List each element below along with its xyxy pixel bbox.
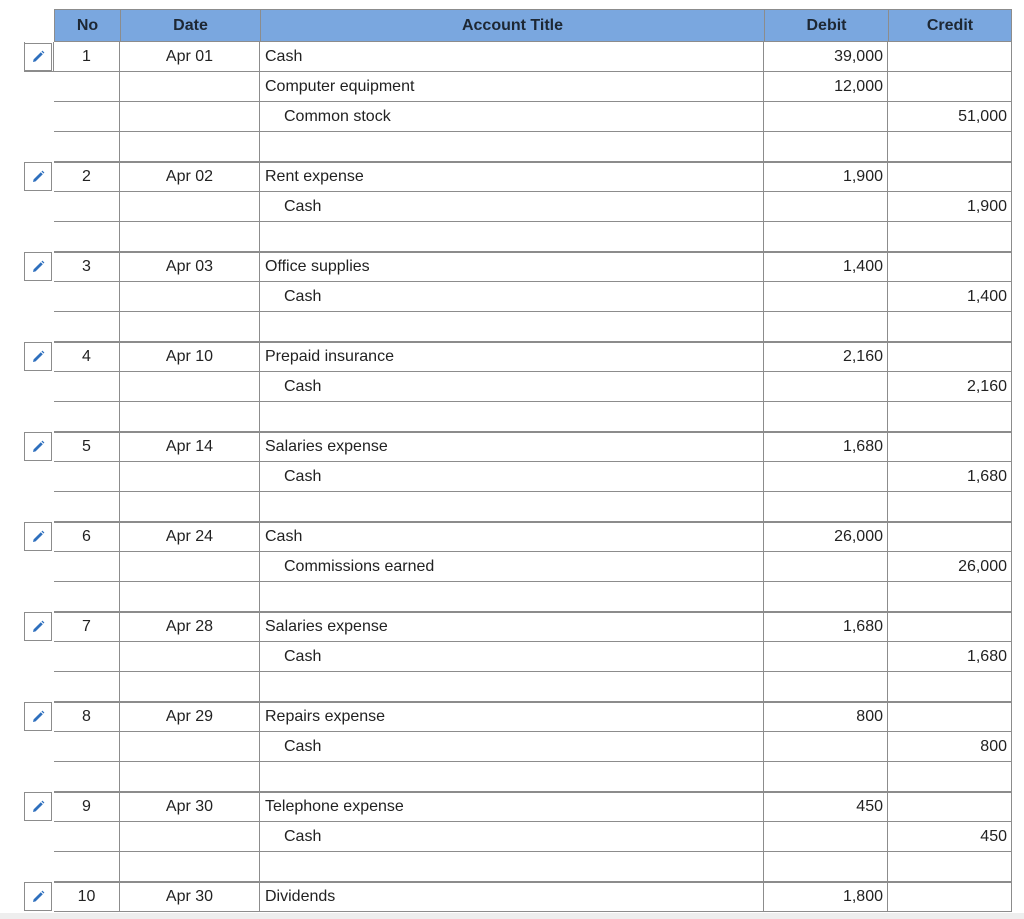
account-title-cell[interactable]: Cash: [260, 642, 764, 672]
account-title-cell[interactable]: Commissions earned: [260, 552, 764, 582]
account-title-cell[interactable]: Cash: [260, 462, 764, 492]
entry-number: 9: [54, 792, 120, 822]
table-row: [0, 582, 1024, 612]
debit-cell[interactable]: [764, 732, 888, 762]
credit-cell[interactable]: [888, 222, 1012, 252]
table-row: [0, 132, 1024, 162]
account-title-cell[interactable]: [260, 852, 764, 882]
table-row: [0, 552, 1024, 582]
entry-date: [120, 132, 260, 162]
debit-cell[interactable]: [764, 822, 888, 852]
entry-number: [54, 822, 120, 852]
credit-cell[interactable]: [888, 852, 1012, 882]
debit-cell[interactable]: 26,000: [764, 522, 888, 552]
table-row: [0, 192, 1024, 222]
edit-entry-button[interactable]: [24, 162, 52, 191]
credit-cell[interactable]: 1,400: [888, 282, 1012, 312]
account-title-cell[interactable]: [260, 762, 764, 792]
entry-date: Apr 02: [120, 162, 260, 192]
credit-cell[interactable]: [888, 762, 1012, 792]
credit-cell[interactable]: [888, 432, 1012, 462]
entry-date: [120, 672, 260, 702]
account-title-cell[interactable]: Office supplies: [260, 252, 764, 282]
debit-cell[interactable]: [764, 642, 888, 672]
table-row: [0, 462, 1024, 492]
entry-date: Apr 01: [120, 42, 260, 72]
entry-number: [54, 72, 120, 102]
entry-date: [120, 852, 260, 882]
debit-cell[interactable]: 1,400: [764, 252, 888, 282]
debit-cell[interactable]: [764, 102, 888, 132]
account-title-cell[interactable]: [260, 312, 764, 342]
table-row: [0, 102, 1024, 132]
table-row: [0, 702, 1024, 732]
account-title-cell[interactable]: Cash: [260, 822, 764, 852]
edit-entry-button[interactable]: [24, 522, 52, 551]
debit-cell[interactable]: [764, 492, 888, 522]
credit-cell[interactable]: 26,000: [888, 552, 1012, 582]
account-title-cell[interactable]: Dividends: [260, 882, 764, 912]
entry-date: Apr 30: [120, 882, 260, 912]
entry-date: [120, 732, 260, 762]
table-row: [0, 342, 1024, 372]
entry-number: [54, 642, 120, 672]
debit-cell[interactable]: [764, 552, 888, 582]
debit-cell[interactable]: 39,000: [764, 42, 888, 72]
entry-number: 10: [54, 882, 120, 912]
debit-cell[interactable]: 1,900: [764, 162, 888, 192]
credit-cell[interactable]: [888, 792, 1012, 822]
debit-cell[interactable]: [764, 672, 888, 702]
debit-cell[interactable]: [764, 852, 888, 882]
entry-number: [54, 732, 120, 762]
debit-cell[interactable]: 2,160: [764, 342, 888, 372]
header-no: No: [54, 9, 121, 42]
account-title-cell[interactable]: [260, 492, 764, 522]
credit-cell[interactable]: [888, 612, 1012, 642]
account-title-cell[interactable]: Computer equipment: [260, 72, 764, 102]
table-row: [0, 732, 1024, 762]
entry-number: [54, 372, 120, 402]
account-title-cell[interactable]: [260, 672, 764, 702]
entry-date: [120, 192, 260, 222]
entry-number: 2: [54, 162, 120, 192]
credit-cell[interactable]: [888, 492, 1012, 522]
table-row: [0, 882, 1024, 912]
entry-number: [54, 762, 120, 792]
credit-cell[interactable]: 1,680: [888, 462, 1012, 492]
table-row: [0, 492, 1024, 522]
account-title-cell[interactable]: Repairs expense: [260, 702, 764, 732]
table-row: [0, 852, 1024, 882]
edit-entry-button[interactable]: [24, 792, 52, 821]
entry-date: [120, 822, 260, 852]
credit-cell[interactable]: 2,160: [888, 372, 1012, 402]
entry-number: [54, 672, 120, 702]
credit-cell[interactable]: 1,680: [888, 642, 1012, 672]
table-row: [0, 282, 1024, 312]
entry-date: [120, 402, 260, 432]
account-title-cell[interactable]: Telephone expense: [260, 792, 764, 822]
credit-cell[interactable]: [888, 882, 1012, 912]
credit-cell[interactable]: [888, 72, 1012, 102]
entry-number: [54, 552, 120, 582]
entry-number: [54, 282, 120, 312]
entry-number: [54, 402, 120, 432]
entry-number: [54, 132, 120, 162]
entry-number: 8: [54, 702, 120, 732]
pencil-icon: [30, 529, 46, 545]
table-row: [0, 822, 1024, 852]
entry-date: [120, 762, 260, 792]
entry-date: [120, 372, 260, 402]
entry-date: Apr 03: [120, 252, 260, 282]
account-title-cell[interactable]: [260, 222, 764, 252]
credit-cell[interactable]: 800: [888, 732, 1012, 762]
entry-number: 4: [54, 342, 120, 372]
debit-cell[interactable]: [764, 402, 888, 432]
account-title-cell[interactable]: Cash: [260, 192, 764, 222]
account-title-cell[interactable]: Salaries expense: [260, 432, 764, 462]
credit-cell[interactable]: [888, 672, 1012, 702]
entry-date: Apr 29: [120, 702, 260, 732]
account-title-cell[interactable]: Rent expense: [260, 162, 764, 192]
entry-number: [54, 192, 120, 222]
table-row: [0, 252, 1024, 282]
table-row: [0, 522, 1024, 552]
entry-date: [120, 72, 260, 102]
table-row: [0, 792, 1024, 822]
account-title-cell[interactable]: Cash: [260, 732, 764, 762]
credit-cell[interactable]: [888, 42, 1012, 72]
credit-cell[interactable]: [888, 402, 1012, 432]
entry-date: [120, 642, 260, 672]
account-title-cell[interactable]: Common stock: [260, 102, 764, 132]
pencil-icon: [30, 49, 46, 65]
pencil-icon: [30, 619, 46, 635]
credit-cell[interactable]: [888, 342, 1012, 372]
account-title-cell[interactable]: Cash: [260, 42, 764, 72]
entry-date: Apr 30: [120, 792, 260, 822]
table-row: [0, 42, 1024, 72]
entry-number: [54, 102, 120, 132]
debit-cell[interactable]: 1,800: [764, 882, 888, 912]
entry-date: [120, 552, 260, 582]
debit-cell[interactable]: [764, 762, 888, 792]
account-title-cell[interactable]: [260, 402, 764, 432]
account-title-cell[interactable]: Salaries expense: [260, 612, 764, 642]
entry-number: [54, 852, 120, 882]
debit-cell[interactable]: [764, 222, 888, 252]
debit-cell[interactable]: [764, 372, 888, 402]
entry-number: 3: [54, 252, 120, 282]
debit-cell[interactable]: [764, 462, 888, 492]
edit-entry-button[interactable]: [24, 702, 52, 731]
pencil-icon: [30, 259, 46, 275]
entry-number: [54, 492, 120, 522]
pencil-icon: [30, 349, 46, 365]
table-row: [0, 642, 1024, 672]
table-row: [0, 402, 1024, 432]
entry-date: [120, 582, 260, 612]
credit-cell[interactable]: 450: [888, 822, 1012, 852]
entry-number: 7: [54, 612, 120, 642]
header-account-title: Account Title: [260, 9, 765, 42]
debit-cell[interactable]: [764, 582, 888, 612]
pencil-icon: [30, 169, 46, 185]
debit-cell[interactable]: 1,680: [764, 612, 888, 642]
entry-number: 5: [54, 432, 120, 462]
header-date: Date: [120, 9, 261, 42]
table-row: [0, 312, 1024, 342]
credit-cell[interactable]: 1,900: [888, 192, 1012, 222]
page-bottom-edge: [0, 913, 1024, 919]
pencil-icon: [30, 709, 46, 725]
credit-cell[interactable]: [888, 522, 1012, 552]
entry-date: [120, 102, 260, 132]
entry-number: 1: [54, 42, 120, 72]
entry-date: Apr 10: [120, 342, 260, 372]
debit-cell[interactable]: 12,000: [764, 72, 888, 102]
account-title-cell[interactable]: Cash: [260, 372, 764, 402]
edit-entry-button[interactable]: [24, 252, 52, 281]
credit-cell[interactable]: [888, 162, 1012, 192]
debit-cell[interactable]: 450: [764, 792, 888, 822]
edit-entry-button[interactable]: [24, 612, 52, 641]
pencil-icon: [30, 799, 46, 815]
debit-cell[interactable]: [764, 282, 888, 312]
entry-date: [120, 462, 260, 492]
entry-date: [120, 492, 260, 522]
table-row: [0, 162, 1024, 192]
credit-cell[interactable]: [888, 702, 1012, 732]
entry-number: [54, 312, 120, 342]
credit-cell[interactable]: [888, 252, 1012, 282]
edit-entry-button[interactable]: [24, 432, 52, 461]
entry-number: [54, 462, 120, 492]
edit-entry-button[interactable]: [24, 342, 52, 371]
entry-number: 6: [54, 522, 120, 552]
debit-cell[interactable]: 1,680: [764, 432, 888, 462]
debit-cell[interactable]: [764, 132, 888, 162]
entry-date: [120, 282, 260, 312]
table-row: [0, 432, 1024, 462]
header-debit: Debit: [764, 9, 889, 42]
credit-cell[interactable]: [888, 312, 1012, 342]
credit-cell[interactable]: [888, 132, 1012, 162]
table-row: [0, 72, 1024, 102]
debit-cell[interactable]: 800: [764, 702, 888, 732]
entry-date: Apr 14: [120, 432, 260, 462]
table-row: [0, 762, 1024, 792]
account-title-cell[interactable]: Prepaid insurance: [260, 342, 764, 372]
table-row: [0, 612, 1024, 642]
edit-entry-button[interactable]: [24, 43, 52, 71]
debit-cell[interactable]: [764, 312, 888, 342]
entry-date: Apr 28: [120, 612, 260, 642]
credit-cell[interactable]: 51,000: [888, 102, 1012, 132]
header-credit: Credit: [888, 9, 1012, 42]
entry-number: [54, 222, 120, 252]
entry-date: [120, 312, 260, 342]
entry-number: [54, 582, 120, 612]
account-title-cell[interactable]: [260, 132, 764, 162]
edit-entry-button[interactable]: [24, 882, 52, 911]
account-title-cell[interactable]: [260, 582, 764, 612]
entry-date: Apr 24: [120, 522, 260, 552]
account-title-cell[interactable]: Cash: [260, 522, 764, 552]
table-row: [0, 372, 1024, 402]
debit-cell[interactable]: [764, 192, 888, 222]
pencil-icon: [30, 889, 46, 905]
account-title-cell[interactable]: Cash: [260, 282, 764, 312]
pencil-icon: [30, 439, 46, 455]
entry-date: [120, 222, 260, 252]
table-row: [0, 672, 1024, 702]
table-row: [0, 222, 1024, 252]
credit-cell[interactable]: [888, 582, 1012, 612]
